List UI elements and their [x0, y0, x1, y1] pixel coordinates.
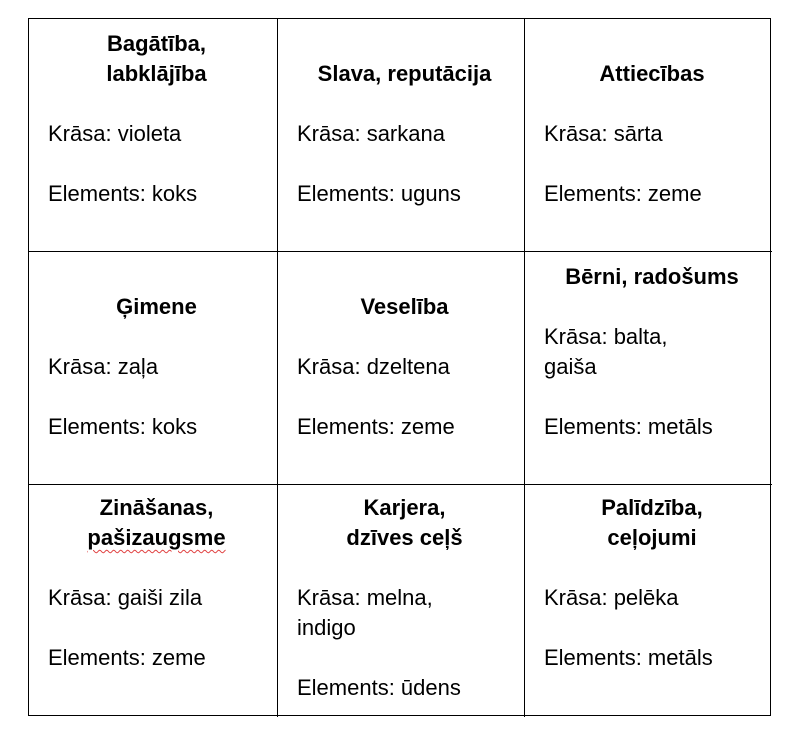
cell-element: Elements: ūdens [297, 675, 461, 700]
title-line: Karjera, [363, 495, 446, 520]
cell-family [29, 252, 278, 485]
cell-element: Elements: metāls [544, 414, 713, 439]
cell-title: Attiecības [599, 61, 705, 86]
cell-element: Elements: metāls [544, 645, 713, 670]
cell-relationships [525, 19, 772, 252]
cell-career [278, 485, 525, 717]
cell-children [525, 252, 772, 485]
bagua-table [28, 18, 771, 716]
cell-color: Krāsa: pelēka [544, 585, 679, 610]
title-line: pašizaugsme [87, 525, 226, 550]
cell-color: Krāsa: gaiši zila [48, 585, 203, 610]
color-line: indigo [297, 615, 356, 640]
title-line: labklājība [106, 61, 207, 86]
cell-title: Veselība [360, 294, 449, 319]
cell-color: Krāsa: sarkana [297, 121, 445, 146]
cell-health [278, 252, 525, 485]
cell-title: Slava, reputācija [317, 61, 492, 86]
cell-color [544, 322, 760, 382]
cell-color: Krāsa: dzeltena [297, 354, 450, 379]
color-line: gaiša [544, 354, 597, 379]
cell-title [544, 493, 760, 553]
title-line: Zināšanas, [99, 495, 214, 520]
cell-title [48, 29, 265, 89]
cell-element: Elements: zeme [48, 645, 206, 670]
cell-knowledge [29, 485, 278, 717]
cell-color [297, 583, 512, 643]
cell-helpers-travel [525, 485, 772, 717]
cell-element: Elements: koks [48, 414, 198, 439]
title-line: ceļojumi [607, 525, 697, 550]
cell-title [48, 493, 265, 553]
cell-color: Krāsa: sārta [544, 121, 663, 146]
cell-fame [278, 19, 525, 252]
cell-color: Krāsa: zaļa [48, 354, 159, 379]
cell-title [297, 493, 512, 553]
cell-color: Krāsa: violeta [48, 121, 182, 146]
title-line: Bagātība, [106, 31, 207, 56]
cell-wealth [29, 19, 278, 252]
cell-element: Elements: zeme [297, 414, 455, 439]
title-line: dzīves ceļš [346, 525, 463, 550]
cell-title: Bērni, radošums [565, 264, 739, 289]
color-line: Krāsa: balta, [544, 324, 668, 349]
cell-element: Elements: koks [48, 181, 198, 206]
cell-element: Elements: zeme [544, 181, 702, 206]
title-line: Palīdzība, [601, 495, 703, 520]
cell-element: Elements: uguns [297, 181, 461, 206]
color-line: Krāsa: melna, [297, 585, 433, 610]
cell-title: Ģimene [116, 294, 197, 319]
